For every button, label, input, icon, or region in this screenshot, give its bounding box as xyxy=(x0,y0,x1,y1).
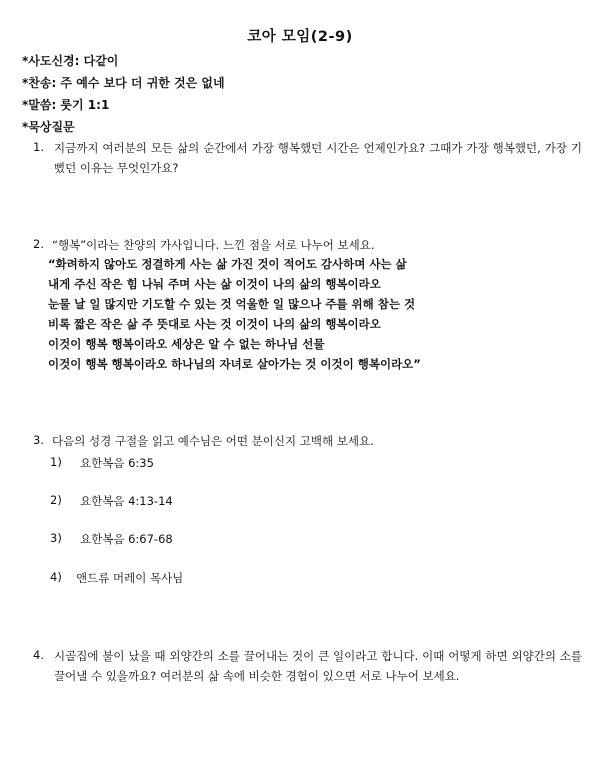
question-3-item-4-text: 앤드류 머레이 목사님 xyxy=(76,571,184,585)
lyric-line-1: “화려하지 않아도 정결하게 사는 삶 가진 것이 적어도 감사하며 사는 삶 xyxy=(48,257,407,271)
question-1-number: 1. xyxy=(33,140,44,154)
lyric-line-6: 이것이 행복 행복이라오 하나님의 자녀로 살아가는 것 이것이 행복이라오” xyxy=(48,357,421,371)
question-3-item-3-number: 3) xyxy=(50,531,62,545)
question-2-number: 2. xyxy=(33,237,44,251)
header-meditation: *묵상질문 xyxy=(22,120,75,134)
question-1-text: 지금까지 여러분의 모든 삶의 순간에서 가장 행복했던 시간은 언제인가요? 그때가 가장 행복했던, 가장 기뻤던 이유는 무엇인가요? xyxy=(54,141,582,175)
header-creed: *사도신경: 다같이 xyxy=(22,54,119,68)
question-3-number: 3. xyxy=(33,433,44,447)
lyric-line-4: 비록 짧은 작은 삶 주 뜻대로 사는 것 이것이 나의 삶의 행복이라오 xyxy=(48,317,381,331)
question-2-text: “행복”이라는 찬양의 가사입니다. 느낀 점을 서로 나누어 보세요. xyxy=(52,238,375,252)
question-3-item-2-text: 요한복음 4:13-14 xyxy=(80,494,173,508)
question-3-item-2-number: 2) xyxy=(50,493,62,507)
question-4-text: 시골집에 불이 났을 때 외양간의 소를 끌어내는 것이 큰 일이라고 합니다. 이때 어떻게 하면 외양간의 소를 끌어낼 수 있을까요? 여러분의 삶 속에 비슷한 경험이 있으면 서로 나누어 보세요. xyxy=(54,649,582,683)
header-scripture: *말씀: 룻기 1:1 xyxy=(22,98,110,112)
question-4-number: 4. xyxy=(33,648,44,662)
question-3-item-1-text: 요한복음 6:35 xyxy=(80,456,154,470)
question-3-item-4-number: 4) xyxy=(50,570,62,584)
header-hymn: *찬송: 주 예수 보다 더 귀한 것은 없네 xyxy=(22,76,225,90)
lyric-line-2: 내게 주신 작은 힘 나눠 주며 사는 삶 이것이 나의 삶의 행복이라오 xyxy=(48,277,381,291)
question-3-item-3-text: 요한복음 6:67-68 xyxy=(80,532,173,546)
lyric-line-3: 눈물 날 일 많지만 기도할 수 있는 것 억울한 일 많으나 주를 위해 참는 것 xyxy=(48,297,416,311)
page-title: 코아 모임(2-9) xyxy=(247,29,353,45)
question-3-item-1-number: 1) xyxy=(50,455,62,469)
lyric-line-5: 이것이 행복 행복이라오 세상은 알 수 없는 하나님 선물 xyxy=(48,337,325,351)
question-3-text: 다음의 성경 구절을 읽고 예수님은 어떤 분이신지 고백해 보세요. xyxy=(52,434,374,448)
